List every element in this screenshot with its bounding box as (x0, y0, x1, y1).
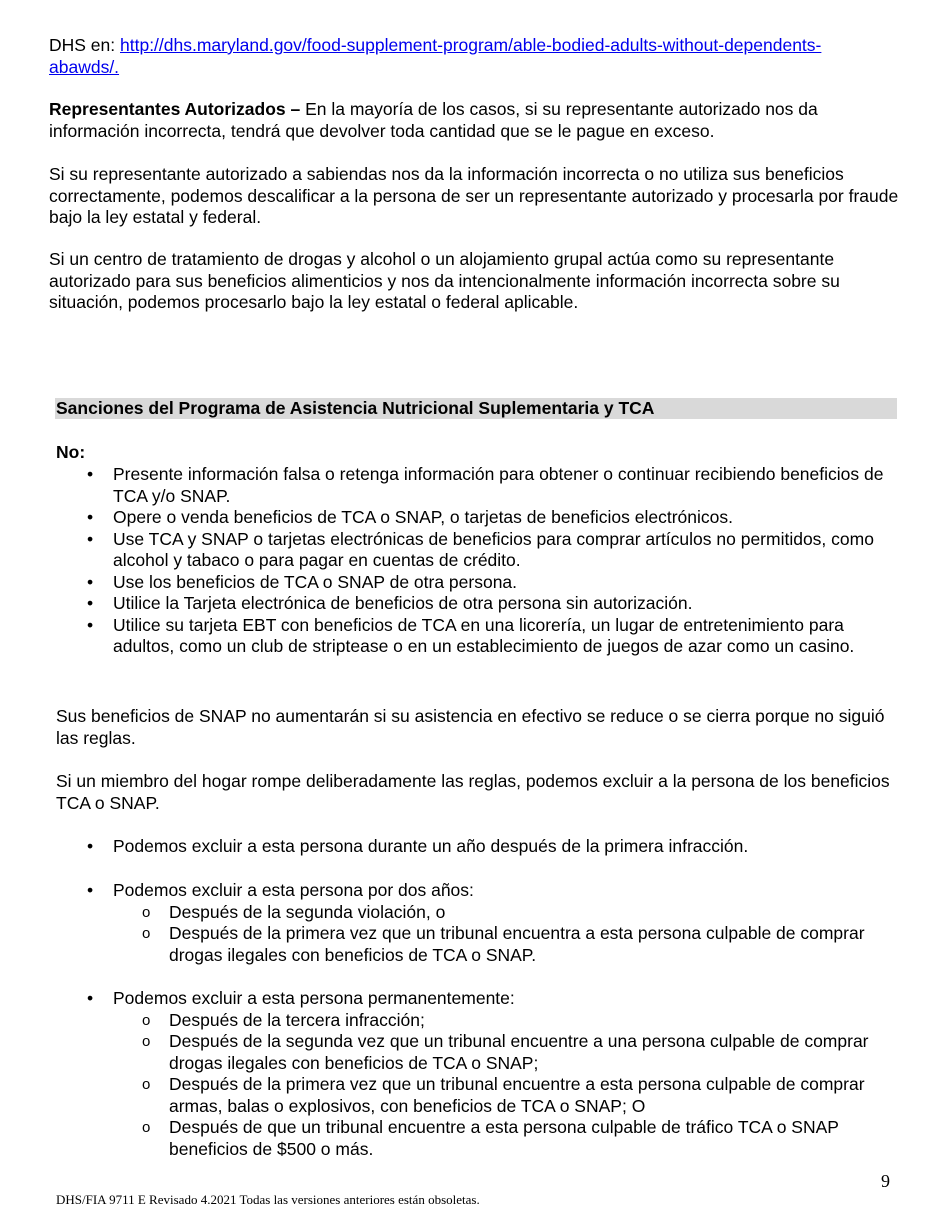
authorized-reps-paragraph (49, 99, 909, 142)
authorized-reps-heading: Representantes Autorizados – (49, 99, 306, 119)
prohibited-action-item: • Utilice su tarjeta EBT con beneficios de TCA en una licorería, un lugar de entretenimiento para adultos, como un club de striptease o en un establecimiento de juegos de azar como un casino. (56, 615, 906, 658)
authorized-reps-text: En la mayoría de los casos, si su representante autorizado nos da información incorrecta, tendrá que devolver toda cantidad que se le pague en exceso. (49, 99, 818, 141)
treatment-center-paragraph (49, 249, 909, 314)
form-footer: DHS/FIA 9711 E Revisado 4.2021 Todas las versiones anteriores están obsoletas. (56, 1192, 480, 1207)
exclusion-permanent-item (56, 988, 906, 1160)
exclusion-two-years-label: Podemos excluir a esta persona por dos años: (113, 880, 474, 900)
exclusion-two-years-sub-item: o Después de la primera vez que un tribunal encuentra a esta persona culpable de comprar drogas ilegales con beneficios de TCA o SNAP. (113, 923, 906, 966)
authorized-reps-fraud-paragraph (49, 164, 909, 229)
exclusion-two-years-sub-item: o Después de la segunda violación, o (113, 902, 906, 924)
exclusion-permanent-sub-item: o Después de la tercera infracción; (113, 1010, 906, 1032)
exclusion-permanent-sub-item: o Después de que un tribunal encuentre a esta persona culpable de tráfico TCA o SNAP beneficios de $500 o más. (113, 1117, 906, 1160)
exclusion-two-years-item (56, 880, 906, 966)
prohibited-action-item: • Presente información falsa o retenga información para obtener o continuar recibiendo beneficios de TCA y/o SNAP. (56, 464, 906, 507)
dhs-link-paragraph (49, 35, 909, 78)
authorized-reps-fraud-text: Si su representante autorizado a sabiendas nos da la información incorrecta o no utiliza sus beneficios correctamente, podemos descalificar a la persona de ser un representante autorizado y procesarla por fraude bajo la ley estatal y federal. (49, 164, 899, 227)
no-label: No: (56, 442, 86, 462)
prohibited-action-item: • Utilice la Tarjeta electrónica de beneficios de otra persona sin autorización. (56, 593, 906, 615)
exclusion-text: Si un miembro del hogar rompe deliberadamente las reglas, podemos excluir a la persona de los beneficios TCA o SNAP. (56, 771, 890, 813)
prohibited-action-item: • Opere o venda beneficios de TCA o SNAP, o tarjetas de beneficios electrónicos. (56, 507, 906, 529)
prohibited-actions-list (56, 464, 906, 658)
exclusion-two-years (56, 880, 906, 966)
abawds-link-line2: abawds/. (49, 56, 120, 77)
exclusion-one-year-item: • Podemos excluir a esta persona durante un año después de la primera infracción. (56, 836, 906, 858)
exclusion-permanent-sub-item: o Después de la primera vez que un tribunal encuentre a esta persona culpable de comprar armas, balas o explosivos, con beneficios de TCA o SNAP; O (113, 1074, 906, 1117)
exclusion-permanent-label: Podemos excluir a esta persona permanentemente: (113, 988, 515, 1008)
snap-no-increase-text: Sus beneficios de SNAP no aumentarán si su asistencia en efectivo se reduce o se cierra porque no siguió las reglas. (56, 706, 885, 748)
treatment-center-text: Si un centro de tratamiento de drogas y alcohol o un alojamiento grupal actúa como su representante autorizado para sus beneficios alimenticios y nos da intencionalmente información incorrecta sobre su situación, podemos procesarlo bajo la ley estatal o federal aplicable. (49, 249, 840, 312)
prohibited-action-item: • Use TCA y SNAP o tarjetas electrónicas de beneficios para comprar artículos no permitidos, como alcohol y tabaco o para pagar en cuentas de crédito. (56, 529, 906, 572)
exclusion-permanent-sub-item: o Después de la segunda vez que un tribunal encuentre a una persona culpable de comprar drogas ilegales con beneficios de TCA o SNAP; (113, 1031, 906, 1074)
exclusion-permanent (56, 988, 906, 1160)
sanctions-section-header: Sanciones del Programa de Asistencia Nutricional Suplementaria y TCA (55, 398, 897, 419)
abawds-link-line1: http://dhs.maryland.gov/food-supplement-program/able-bodied-adults-without-dependents- (120, 35, 822, 55)
prohibited-action-item: • Use los beneficios de TCA o SNAP de otra persona. (56, 572, 906, 594)
exclusion-paragraph (56, 771, 906, 814)
page-number: 9 (881, 1171, 890, 1191)
abawds-link[interactable] (49, 35, 821, 77)
exclusion-one-year (56, 836, 906, 858)
dhs-prefix: DHS en: (49, 35, 120, 55)
snap-no-increase-paragraph (56, 706, 906, 749)
